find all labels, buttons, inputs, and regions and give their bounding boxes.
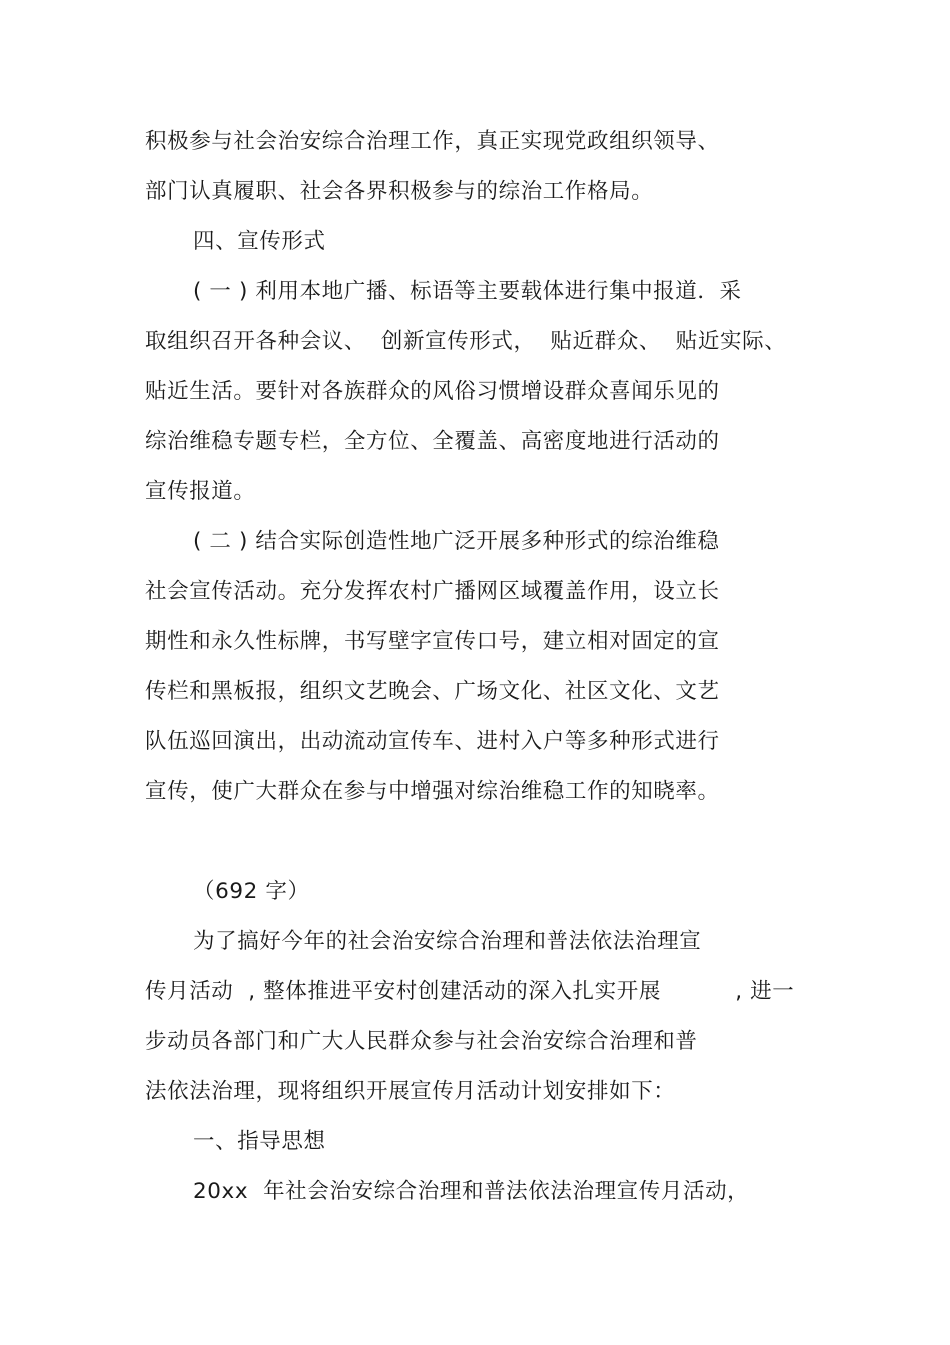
- paragraph-line: 宣传报道。: [145, 479, 256, 504]
- paragraph-line: 步动员各部门和广大人民群众参与社会治安综合治理和普: [145, 1029, 698, 1054]
- paragraph-line: 综治维稳专题专栏，全方位、全覆盖、高密度地进行活动的: [145, 429, 720, 454]
- paragraph-line: 贴近生活。要针对各族群众的风俗习惯增设群众喜闻乐见的: [145, 379, 720, 404]
- paragraph-line: ( 一 ) 利用本地广播、标语等主要载体进行集中报道．采: [193, 279, 742, 304]
- paragraph-line: 传月活动 , 整体推进平安村创建活动的深入扎实开展 , 进一: [145, 979, 795, 1004]
- paragraph-line: 宣传，使广大群众在参与中增强对综治维稳工作的知晓率。: [145, 779, 720, 804]
- paragraph-line: 20xx 年社会治安综合治理和普法依法治理宣传月活动，: [193, 1179, 750, 1204]
- section-heading: 一、指导思想: [193, 1129, 326, 1154]
- paragraph-line: 积极参与社会治安综合治理工作，真正实现党政组织领导、: [145, 129, 720, 154]
- paragraph-line: 社会宣传活动。充分发挥农村广播网区域覆盖作用，设立长: [145, 579, 720, 604]
- paragraph-line: ( 二 ) 结合实际创造性地广泛开展多种形式的综治维稳: [193, 529, 720, 554]
- section-heading: 四、宣传形式: [193, 229, 326, 254]
- word-count: （692 字）: [193, 879, 310, 904]
- paragraph-line: 部门认真履职、社会各界积极参与的综治工作格局。: [145, 179, 654, 204]
- paragraph-line: 期性和永久性标牌，书写壁字宣传口号，建立相对固定的宣: [145, 629, 720, 654]
- paragraph-line: 取组织召开各种会议、 创新宣传形式， 贴近群众、 贴近实际、: [145, 329, 787, 354]
- paragraph-line: 法依法治理，现将组织开展宣传月活动计划安排如下：: [145, 1079, 676, 1104]
- paragraph-line: 为了搞好今年的社会治安综合治理和普法依法治理宣: [193, 929, 702, 954]
- paragraph-line: 队伍巡回演出，出动流动宣传车、进村入户等多种形式进行: [145, 729, 720, 754]
- paragraph-line: 传栏和黑板报，组织文艺晚会、广场文化、社区文化、文艺: [145, 679, 720, 704]
